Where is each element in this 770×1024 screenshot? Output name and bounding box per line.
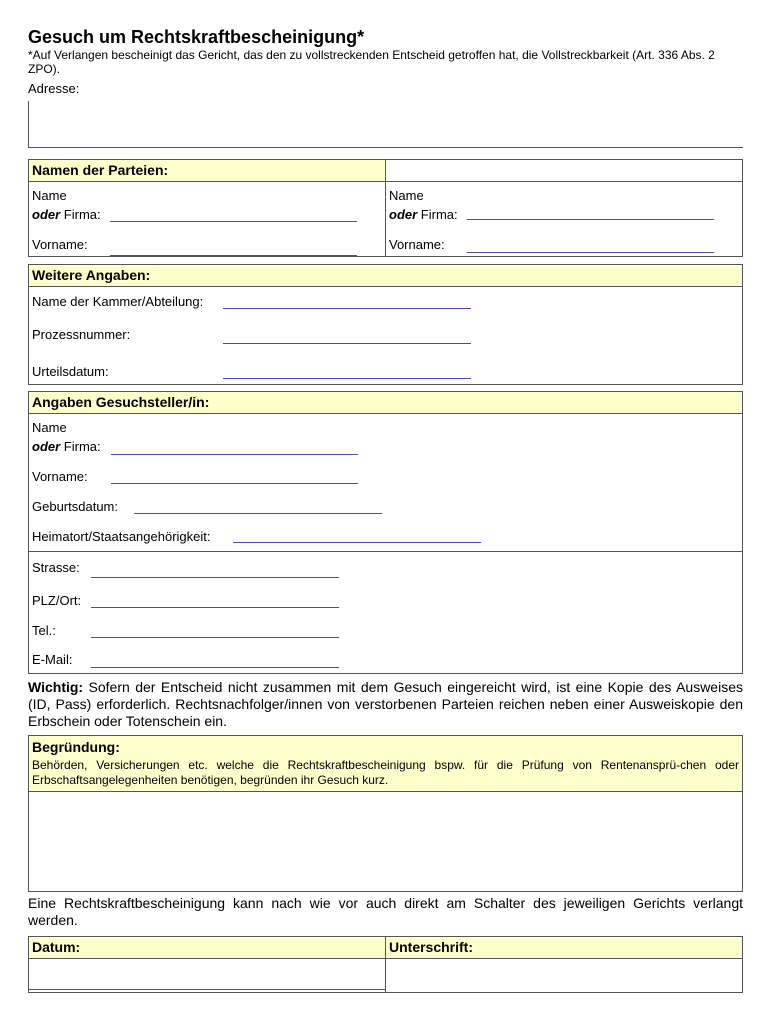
applicant-vorname-input[interactable] [111,483,358,484]
tel-input[interactable] [91,637,339,638]
reason-section [28,735,743,892]
signature-section [28,936,743,993]
important-label: Wichtig: [28,679,84,695]
party2-firma-label: Firma: [420,207,458,222]
party1-vorname-input[interactable] [110,255,357,256]
applicant-section [28,391,743,674]
more-info-header: Weitere Angaben: [29,265,742,286]
datum-header: Datum: [29,937,385,958]
parties-header: Namen der Parteien: [29,160,385,181]
tel-label: Tel.: [32,623,56,638]
geburtsdatum-input[interactable] [134,513,382,514]
reason-header: Begründung: [32,739,120,755]
datum-input[interactable] [29,989,385,990]
footnote: *Auf Verlangen bescheinigt das Gericht, das den zu vollstreckenden Entscheid getroffen hat, die Vollstreckbarkeit (Art. 336 Abs. 2 ZPO). [28,48,715,76]
applicant-name-label: Name [32,420,67,435]
reason-description: Behörden, Versicherungen etc. welche die Rechtskraftbescheinigung bspw. für die Prüfung von Rentenansprü-chen oder Erbschaftsangelegenheiten benötigen, begründen ihr Gesuch kurz. [32,758,739,787]
applicant-oder: oder [32,439,61,454]
urteilsdatum-label: Urteilsdatum: [32,364,109,379]
prozessnummer-input[interactable] [223,343,471,344]
strasse-label: Strasse: [32,560,80,575]
address-field[interactable] [28,101,743,148]
prozessnummer-label: Prozessnummer: [32,327,131,342]
address-label: Adresse: [28,81,80,96]
email-input[interactable] [91,667,339,668]
parties-section [28,159,743,257]
plz-ort-input[interactable] [91,607,339,608]
party2-name-input[interactable] [467,219,714,220]
party1-oder: oder [32,207,61,222]
party2-vorname-input[interactable] [467,252,714,253]
unterschrift-header: Unterschrift: [386,937,742,958]
unterschrift-field[interactable] [386,959,742,992]
strasse-input[interactable] [91,577,339,578]
page-title: Gesuch um Rechtskraftbescheinigung* [28,27,365,47]
footer-text: Eine Rechtskraftbescheinigung kann nach wie vor auch direkt am Schalter des jeweiligen Gerichts verlangt werden. [28,895,743,928]
important-notice [28,679,743,730]
party2-vorname-label: Vorname: [389,237,445,252]
applicant-header: Angaben Gesuchsteller/in: [29,392,742,413]
kammer-input[interactable] [223,308,471,309]
applicant-firma-label: Firma: [63,439,101,454]
important-text: Sofern der Entscheid nicht zusammen mit dem Gesuch eingereicht wird, ist eine Kopie des Ausweises (ID, Pass) erforderlich. Rechtsnachfolger/innen von verstorbenen Parteien reichen neben einer Ausweiskopie den Erbschein oder Totenschein ein. [28,679,743,729]
urteilsdatum-input[interactable] [223,378,471,379]
heimatort-input[interactable] [233,542,481,543]
party1-name-input[interactable] [110,221,357,222]
party1-name-label: Name [32,188,67,203]
more-info-section [28,264,743,385]
kammer-label: Name der Kammer/Abteilung: [32,294,204,309]
heimatort-label: Heimatort/Staatsangehörigkeit: [32,529,211,544]
plz-ort-label: PLZ/Ort: [32,593,82,608]
party2-oder: oder [389,207,418,222]
party1-vorname-label: Vorname: [32,237,88,252]
party2-name-label: Name [389,188,424,203]
applicant-vorname-label: Vorname: [32,469,88,484]
email-label: E-Mail: [32,652,73,667]
reason-textarea[interactable] [29,792,742,891]
applicant-name-input[interactable] [111,454,358,455]
geburtsdatum-label: Geburtsdatum: [32,499,118,514]
party1-firma-label: Firma: [63,207,101,222]
